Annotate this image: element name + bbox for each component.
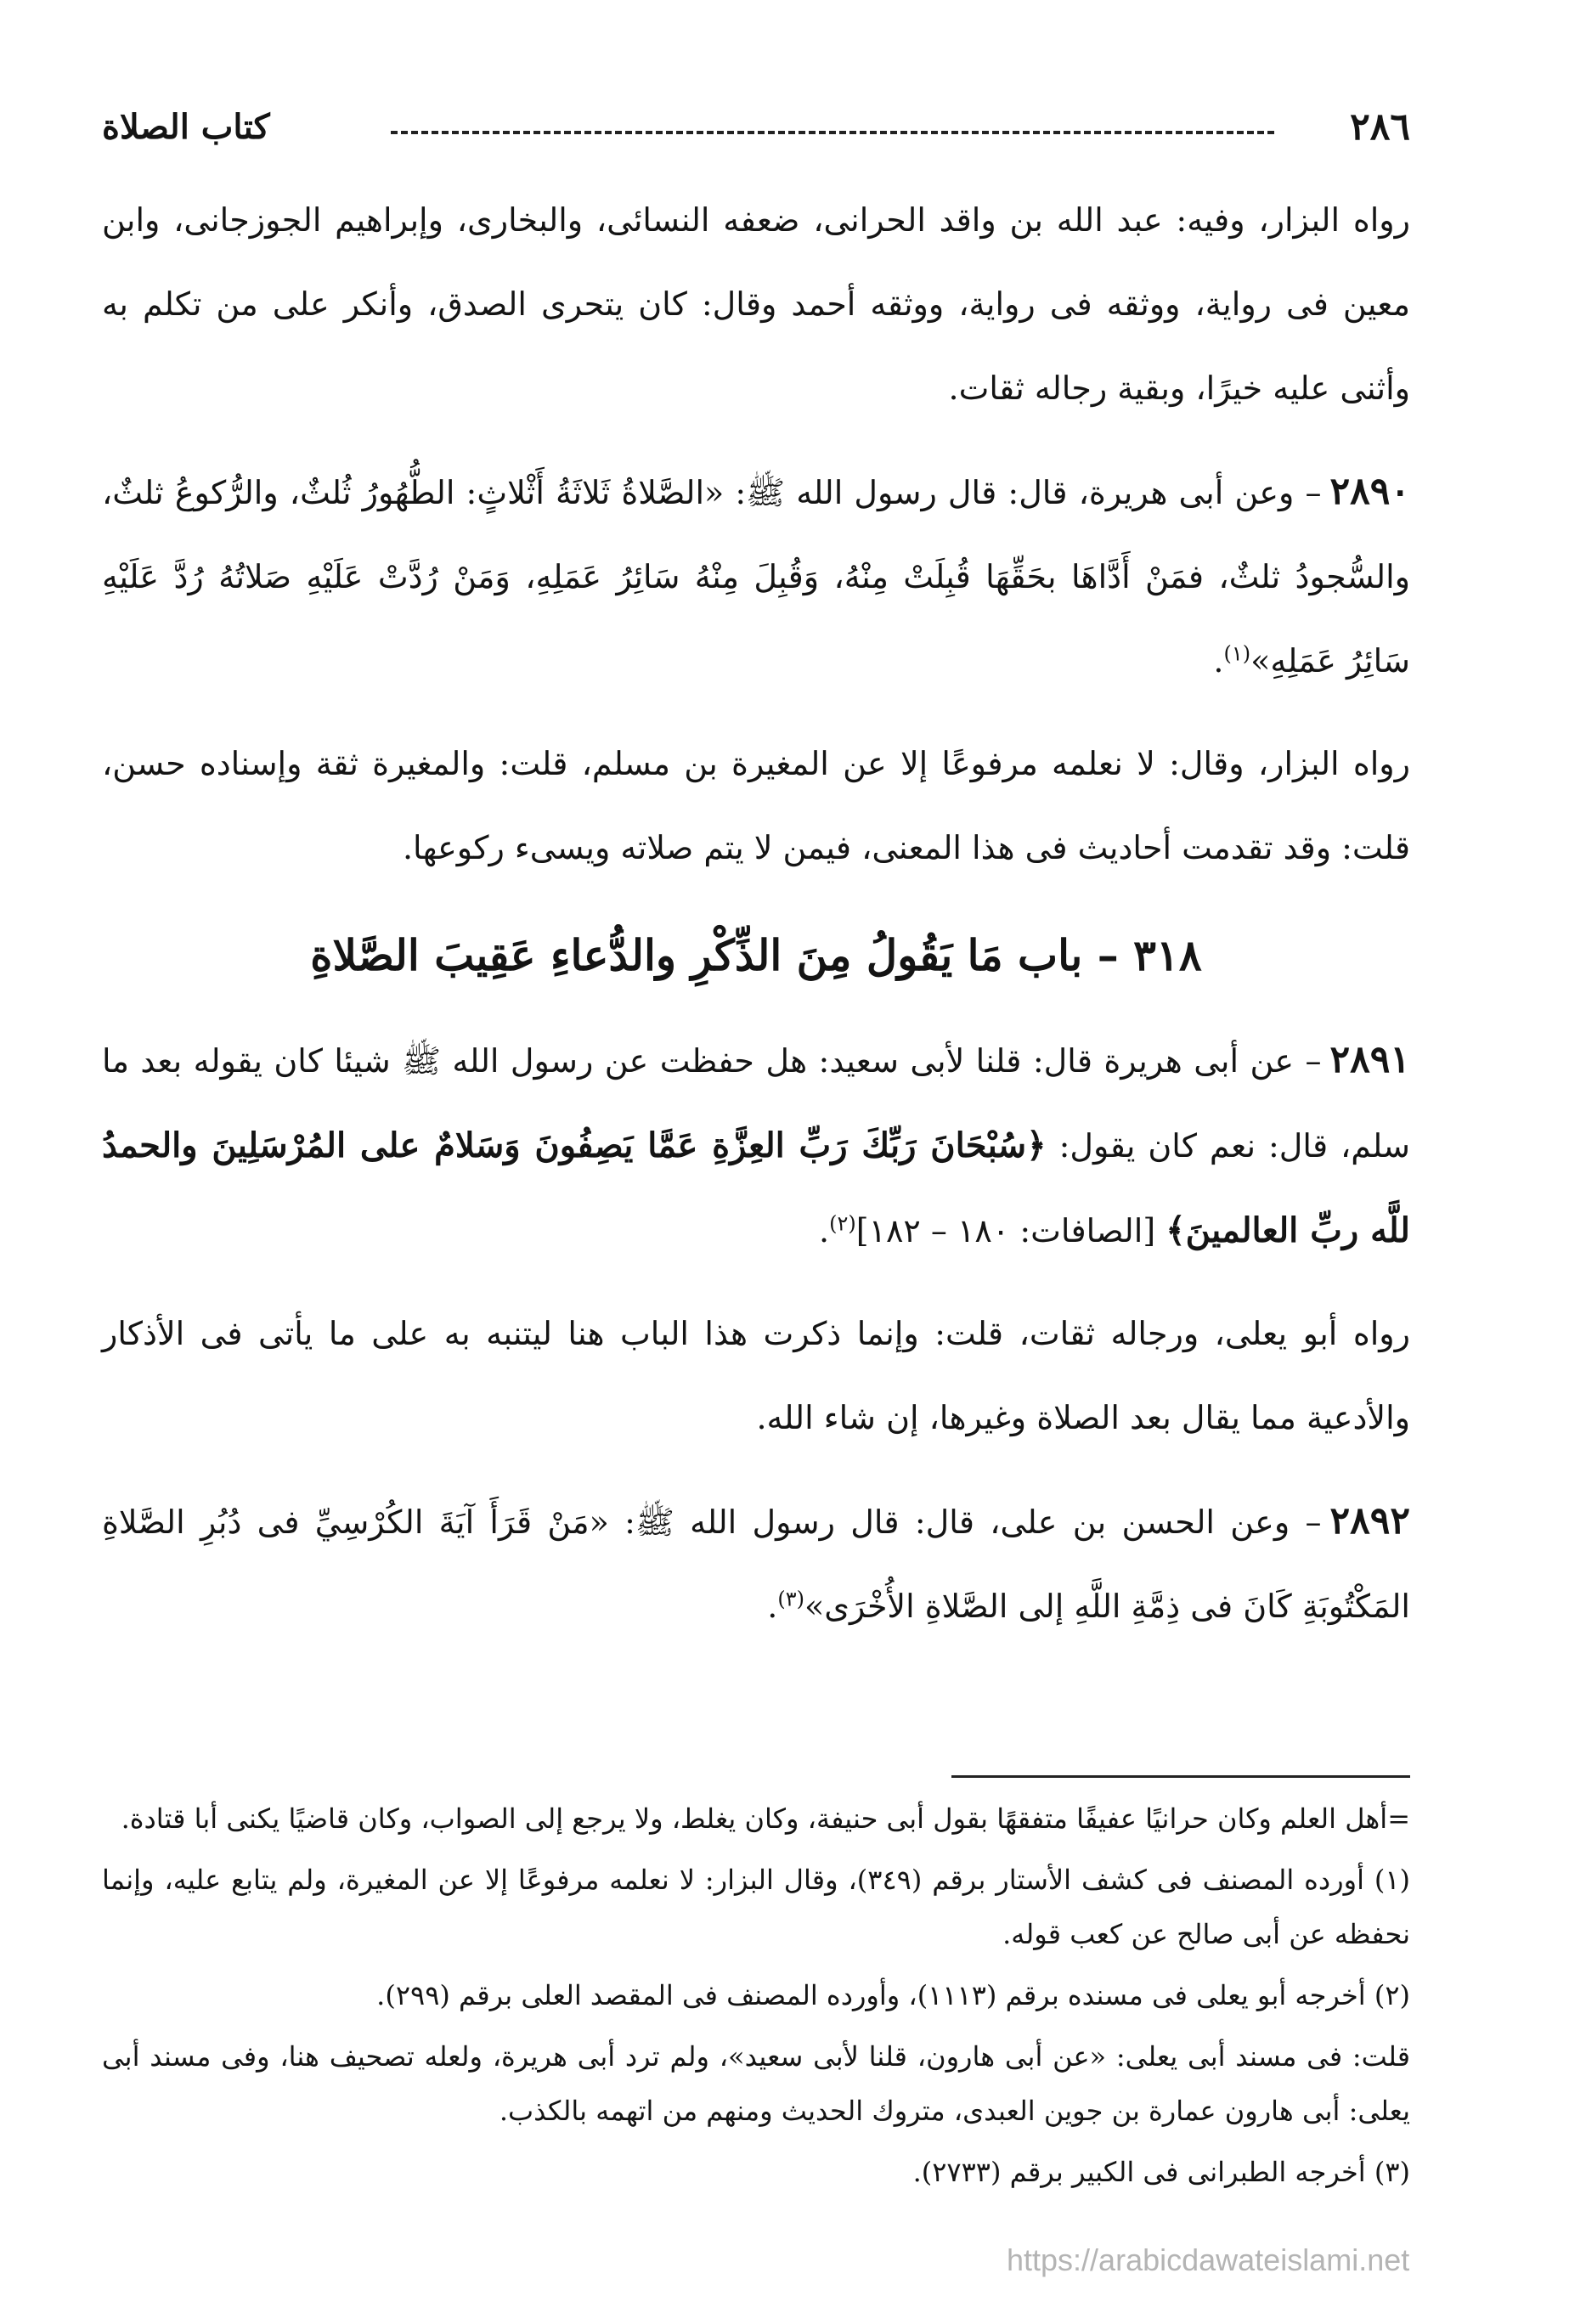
paragraph-bazzar-comment: رواه البزار، وقال: لا نعلمه مرفوعًا إلا عن المغيرة بن مسلم، قلت: والمغيرة ثقة وإسناده حسن، قلت: وقد تقدمت أحاديث فى هذا المعنى، فيمن لا يتم صلاته ويسىء ركوعها. — [102, 745, 1410, 866]
watermark-url: https://arabicdawateislami.net — [1007, 2242, 1410, 2277]
hadith-number: ٢٨٩٢ — [1329, 1499, 1410, 1543]
hadith-2891: ٢٨٩١– عن أبى هريرة قال: قلنا لأبى سعيد: هل حفظت عن رسول الله ﷺ شيئا كان يقوله بعد ما سلم، قال: نعم كان يقول: ﴿سُبْحَانَ رَبِّكَ رَبِّ العِزَّةِ عَمَّا يَصِفُونَ وَسَلامٌ على المُرْسَلِينَ والحمدُ للَّه ربِّ العالمينَ﴾ [الصافات: ١٨٠ – ١٨٢]$^{(٢)}$. — [102, 1038, 1411, 1250]
footnote-1: (١) أورده المصنف فى كشف الأستار برقم (٣٤٩)، وقال البزار: لا نعلمه مرفوعًا إلا عن المغيرة، ولم يتابع عليه، وإنما نحفظه عن أبى صالح عن كعب قوله. — [102, 1864, 1411, 1950]
verse-citation: [الصافات: ١٨٠ – ١٨٢] — [855, 1212, 1156, 1249]
chapter-number: ٣١٨ — [1133, 930, 1202, 980]
hadith-text: – عن أبى هريرة قال: قلنا لأبى سعيد: هل حفظت عن رسول الله ﷺ شيئا كان يقوله بعد ما سلم، قال: نعم كان يقول: — [102, 1042, 1411, 1165]
hadith-number: ٢٨٩٠ — [1329, 470, 1410, 513]
footnote-continued: =أهل العلم وكان حرانيًا عفيفًا متفقهًا بقول أبى حنيفة، وكان يغلط، ولا يرجع إلى الصواب، وكان قاضيًا يكنى أبا قتادة. — [121, 1802, 1410, 1835]
footnote-2: (٢) أخرجه أبو يعلى فى مسنده برقم (١١١٣)، وأورده المصنف فى المقصد العلى برقم (٢٩٩). — [376, 1979, 1410, 2011]
footnote-3: (٣) أخرجه الطبرانى فى الكبير برقم (٢٧٣٣). — [912, 2156, 1410, 2188]
chapter-heading — [102, 909, 1410, 1002]
running-title: كتاب الصلاة — [102, 107, 270, 147]
paragraph-abu-yala: رواه أبو يعلى، ورجاله ثقات، قلت: وإنما ذكرت هذا الباب هنا ليتنبه به على ما يأتى فى الأذكار والأدعية مما يقال بعد الصلاة وغيرها، إن شاء الله. — [102, 1315, 1410, 1436]
main-text — [102, 178, 1410, 1667]
quran-verse: ﴿سُبْحَانَ رَبِّكَ رَبِّ العِزَّةِ عَمَّا يَصِفُونَ وَسَلامٌ على المُرْسَلِينَ والحمدُ للَّه ربِّ العالمينَ﴾ — [102, 1125, 1410, 1250]
chapter-title: – باب مَا يَقُولُ مِنَ الذِّكْرِ والدُّعاءِ عَقِيبَ الصَّلاةِ — [310, 930, 1119, 980]
book-page — [102, 85, 1410, 2293]
hadith-2890: ٢٨٩٠– وعن أبى هريرة، قال: قال رسول الله ﷺ: «الصَّلاةُ ثَلاثَةُ أَثْلاثٍ: الطُّهُورُ ثُلثٌ، والرُّكوعُ ثلثٌ، والسُّجودُ ثلثٌ، فمَنْ أَدَّاهَا بحَقِّهَا قُبِلَتْ مِنْهُ، وَقُبِلَ مِنْهُ سَائِرُ عَمَلِهِ، وَمَنْ رُدَّتْ عَلَيْهِ صَلاتُهُ رُدَّ عَلَيْهِ سَائِرُ عَمَلِهِ»$^{(١)}$. — [102, 470, 1410, 680]
header-dashed-rule — [391, 131, 1274, 134]
footnote-separator — [951, 1775, 1410, 1778]
footnote-ref-2: (٢) — [829, 1211, 856, 1236]
footnotes — [102, 1775, 1410, 2206]
hadith-text: – وعن أبى هريرة، قال: قال رسول الله ﷺ: «الصَّلاةُ ثَلاثَةُ أَثْلاثٍ: الطُّهُورُ ثُلثٌ، والرُّكوعُ ثلثٌ، والسُّجودُ ثلثٌ، فمَنْ أَدَّاهَا بحَقِّهَا قُبِلَتْ مِنْهُ، وَقُبِلَ مِنْهُ سَائِرُ عَمَلِهِ، وَمَنْ رُدَّتْ عَلَيْهِ صَلاتُهُ رُدَّ عَلَيْهِ سَائِرُ عَمَلِهِ» — [102, 474, 1410, 680]
paragraph-narrators: رواه البزار، وفيه: عبد الله بن واقد الحرانى، ضعفه النسائى، والبخارى، وإبراهيم الجوزجانى، وابن معين فى رواية، ووثقه فى رواية، ووثقه أحمد وقال: كان يتحرى الصدق، وأنكر على من تكلم به وأثنى عليه خيرًا، وبقية رجاله ثقات. — [102, 201, 1410, 407]
hadith-2892: ٢٨٩٢– وعن الحسن بن على، قال: قال رسول الله ﷺ: «مَنْ قَرَأَ آيَةَ الكُرْسِيِّ فى دُبُرِ الصَّلاةِ المَكْتُوبَةِ كَانَ فى ذِمَّةِ اللَّهِ إلى الصَّلاةِ الأُخْرَى»$^{(٣)}$. — [102, 1499, 1410, 1625]
hadith-text: – وعن الحسن بن على، قال: قال رسول الله ﷺ: «مَنْ قَرَأَ آيَةَ الكُرْسِيِّ فى دُبُرِ الصَّلاةِ المَكْتُوبَةِ كَانَ فى ذِمَّةِ اللَّهِ إلى الصَّلاةِ الأُخْرَى» — [102, 1503, 1410, 1625]
footnote-ref-1: (١) — [1223, 641, 1251, 666]
page-header — [102, 102, 1410, 153]
footnote-ref-3: (٣) — [777, 1587, 804, 1611]
hadith-number: ٢٨٩١ — [1329, 1038, 1410, 1081]
footnote-2-remark: قلت: فى مسند أبى يعلى: «عن أبى هارون، قلنا لأبى سعيد»، ولم ترد أبى هريرة، ولعله تصحيف هنا، وفى مسند أبى يعلى: أبى هارون عمارة بن جوين العبدى، متروك الحديث ومنهم من اتهمه بالكذب. — [102, 2040, 1410, 2127]
page-number: ٢٨٦ — [1350, 105, 1410, 149]
